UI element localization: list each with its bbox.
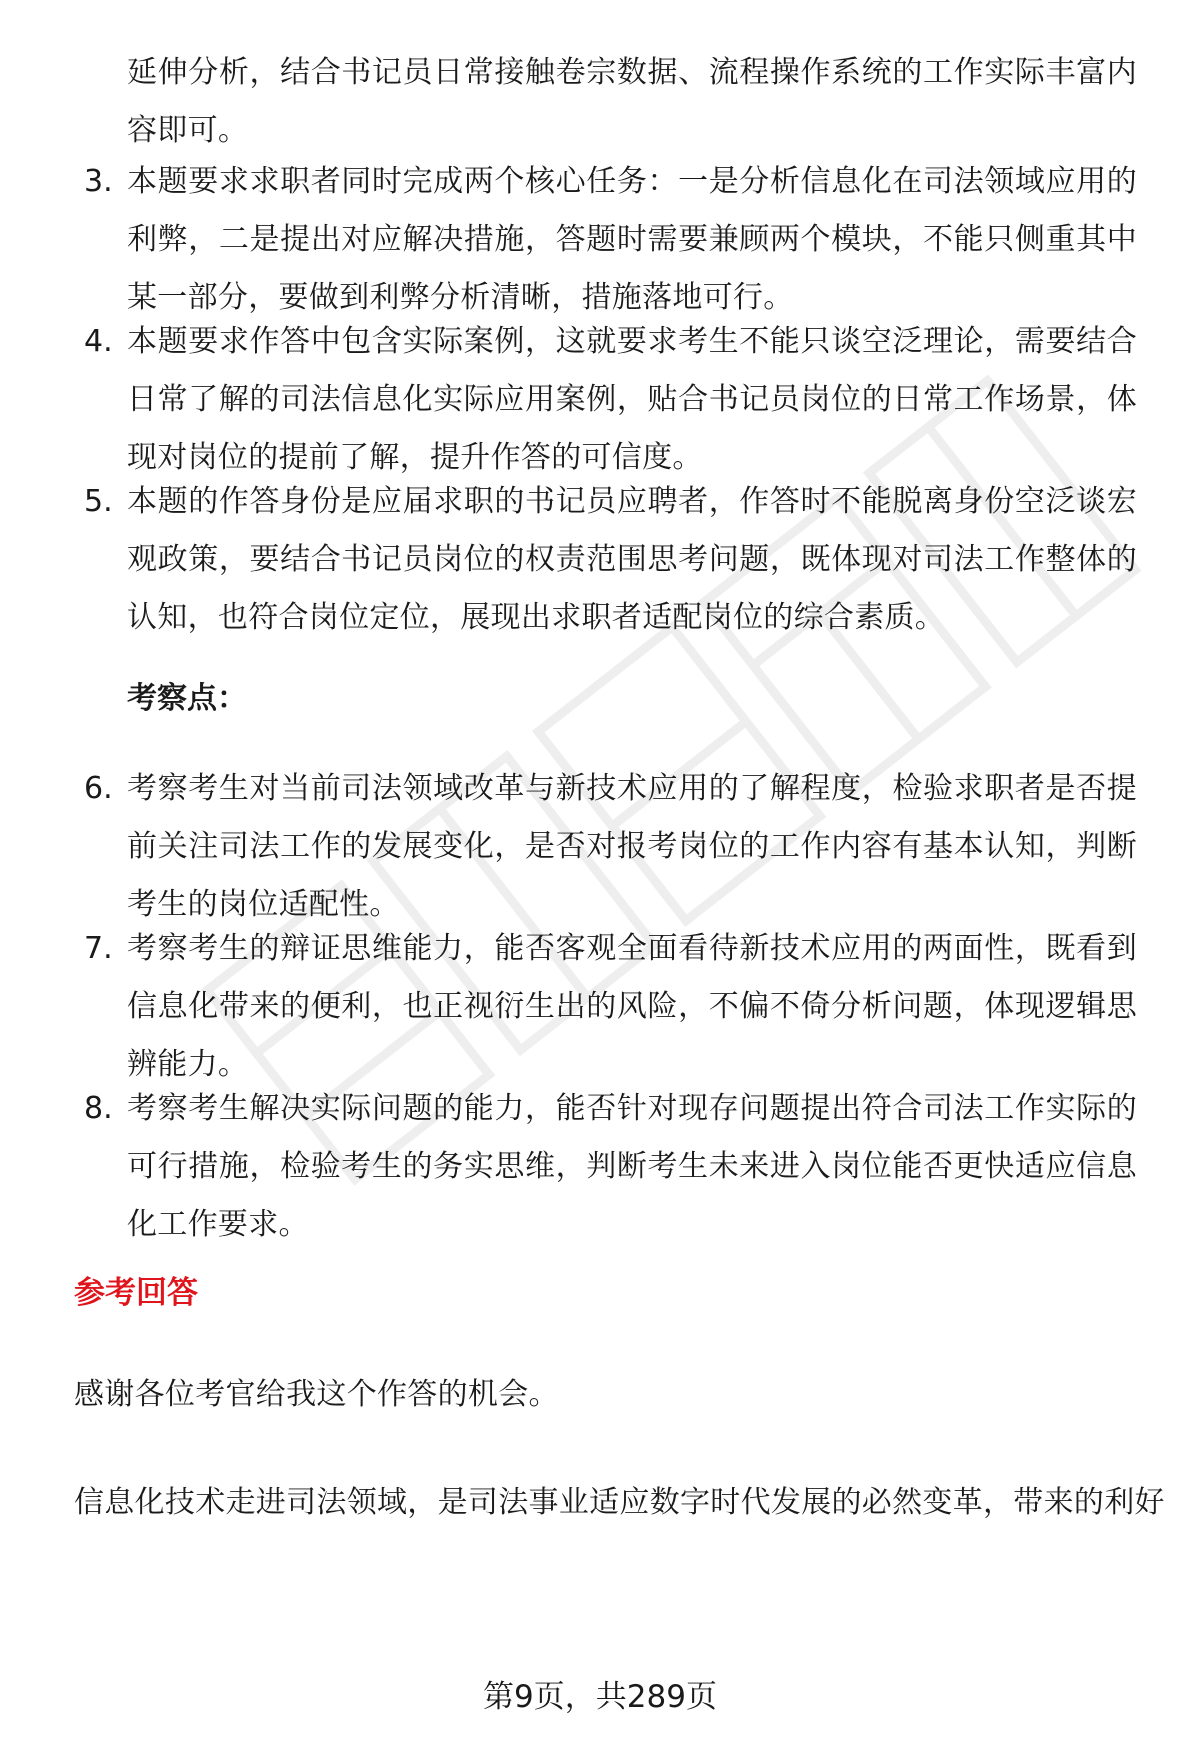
list-text: 考察考生的辩证思维能力，能否客观全面看待新技术应用的两面性，既看到信息化带来的便利，也正视衍生出的风险，不偏不倚分析问题，体现逻辑思辨能力。 [127,931,1137,1082]
list-number: 8. [84,1091,113,1126]
list-text: 考察考生解决实际问题的能力，能否针对现存问题提出符合司法工作实际的可行措施，检验考生的务实思维，判断考生未来进入岗位能否更快适应信息化工作要求。 [127,1091,1137,1242]
list-number: 3. [84,164,113,199]
list-number: 5. [84,484,113,519]
page-footer: 第9页，共289页 [483,1679,717,1715]
list-text: 本题要求作答中包含实际案例，这就要求考生不能只谈空泛理论，需要结合日常了解的司法信息化实际应用案例，贴合书记员岗位的日常工作场景，体现对岗位的提前了解，提升作答的可信度。 [127,324,1137,475]
list-text: 本题要求求职者同时完成两个核心任务：一是分析信息化在司法领域应用的利弊，二是提出对应解决措施，答题时需要兼顾两个模块，不能只侧重其中某一部分，要做到利弊分析清晰，措施落地可行。 [127,164,1137,315]
answer-paragraph: 信息化技术走进司法领域，是司法事业适应数字时代发展的必然变革，带来的利好 [74,1485,1165,1520]
assessment-heading: 考察点： [127,681,247,716]
continuation-paragraph: 延伸分析，结合书记员日常接触卷宗数据、流程操作系统的工作实际丰富内容即可。 [127,55,1137,148]
reference-answer-heading: 参考回答 [74,1275,198,1311]
list-number: 6. [84,771,113,806]
list-text: 考察考生对当前司法领域改革与新技术应用的了解程度，检验求职者是否提前关注司法工作的发展变化，是否对报考岗位的工作内容有基本认知，判断考生的岗位适配性。 [127,771,1137,922]
list-number: 7. [84,931,113,966]
list-number: 4. [84,324,113,359]
answer-paragraph: 感谢各位考官给我这个作答的机会。 [74,1377,559,1412]
list-text: 本题的作答身份是应届求职的书记员应聘者，作答时不能脱离身份空泛谈宏观政策，要结合书记员岗位的权责范围思考问题，既体现对司法工作整体的认知，也符合岗位定位，展现出求职者适配岗位的综合素质。 [127,484,1137,635]
